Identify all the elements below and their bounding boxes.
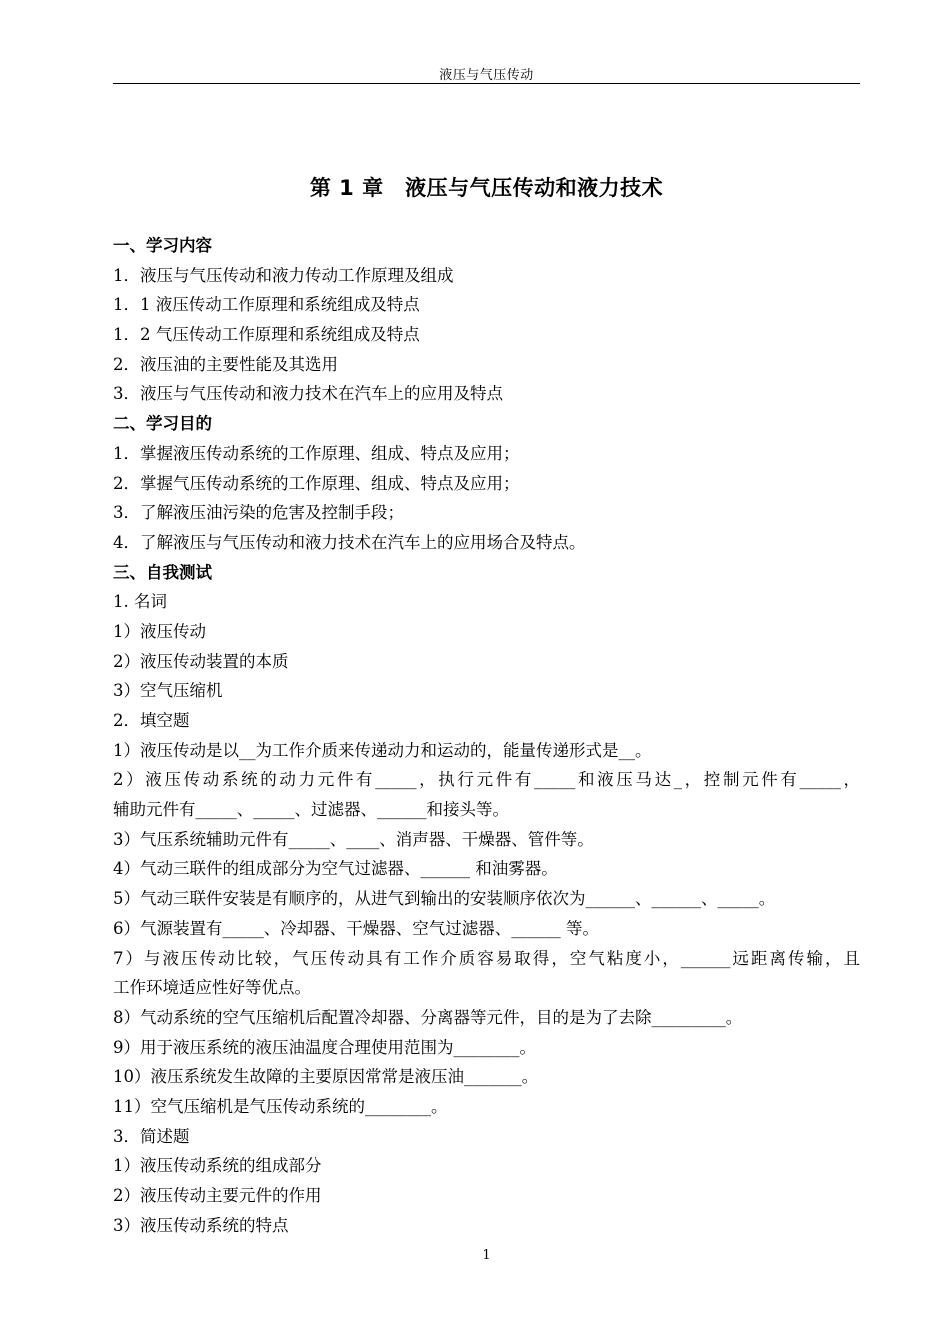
section-self-test [113, 558, 860, 1241]
body-line: 9）用于液压系统的液压油温度合理使用范围为________。 [113, 1037, 536, 1057]
body-line: 3．了解液压油污染的危害及控制手段； [113, 503, 404, 523]
body-line: 4．了解液压与气压传动和液力技术在汽车上的应用场合及特点。 [113, 532, 586, 552]
body-line: 2）液压传动系统的动力元件有_____，执行元件有_____和液压马达_，控制元件有_____， [113, 770, 860, 790]
body-line: 1）液压传动是以__为工作介质来传递动力和运动的，能量传递形式是__。 [113, 740, 652, 760]
body-line: 1）液压传动系统的组成部分 [113, 1156, 322, 1176]
chapter-title: 第 1 章 液压与气压传动和液力技术 [309, 176, 664, 200]
body-line: 5）气动三联件安装是有顺序的，从进气到输出的安装顺序依次为______、______、_____。 [113, 889, 776, 909]
section-study-goals [113, 409, 860, 557]
body-line: 1）液压传动 [113, 621, 206, 641]
body-line: 1．液压与气压传动和液力传动工作原理及组成 [113, 265, 454, 285]
body-line: 2）液压传动主要元件的作用 [113, 1186, 322, 1205]
body-line: 2．填空题 [113, 711, 190, 730]
body-line: 工作环境适应性好等优点。 [113, 978, 311, 998]
body-line: 8）气动系统的空气压缩机后配置冷却器、分离器等元件，目的是为了去除_________。 [113, 1007, 743, 1027]
body-line: 4）气动三联件的组成部分为空气过滤器、______ 和油雾器。 [113, 859, 558, 879]
running-header: 液压与气压传动 [439, 68, 534, 83]
header-rule [113, 83, 860, 84]
body-line: 1．2 气压传动工作原理和系统组成及特点 [113, 325, 420, 345]
body-line: 3）液压传动系统的特点 [113, 1215, 289, 1235]
page-body [113, 231, 860, 1240]
body-line: 3．液压与气压传动和液力技术在汽车上的应用及特点 [113, 384, 503, 404]
body-line: 7）与液压传动比较，气压传动具有工作介质容易取得，空气粘度小，______远距离传输，且 [113, 948, 860, 968]
body-line: 3）气压系统辅助元件有_____、____、消声器、干燥器、管件等。 [113, 829, 594, 849]
page-number: 1 [482, 1248, 491, 1263]
body-line: 1．掌握液压传动系统的工作原理、组成、特点及应用； [113, 443, 520, 463]
body-line: 1. 名词 [113, 592, 167, 612]
body-line: 11）空气压缩机是气压传动系统的________。 [113, 1096, 448, 1116]
body-line: 辅助元件有_____、_____、过滤器、______和接头等。 [113, 800, 509, 820]
body-line: 2．掌握气压传动系统的工作原理、组成、特点及应用； [113, 473, 520, 493]
body-line: 10）液压系统发生故障的主要原因常常是液压油_______。 [113, 1067, 539, 1087]
section-heading: 三、自我测试 [113, 562, 212, 582]
body-line: 2）液压传动装置的本质 [113, 651, 289, 671]
body-line: 2．液压油的主要性能及其选用 [113, 354, 338, 374]
section-heading: 二、学习目的 [113, 414, 212, 434]
section-study-content [113, 231, 860, 409]
section-heading: 一、学习内容 [113, 236, 212, 255]
body-line: 1．1 液压传动工作原理和系统组成及特点 [113, 295, 420, 315]
body-line: 3）空气压缩机 [113, 681, 223, 701]
body-line: 3．简述题 [113, 1126, 190, 1146]
body-line: 6）气源装置有_____、冷却器、干燥器、空气过滤器、______ 等。 [113, 918, 599, 938]
